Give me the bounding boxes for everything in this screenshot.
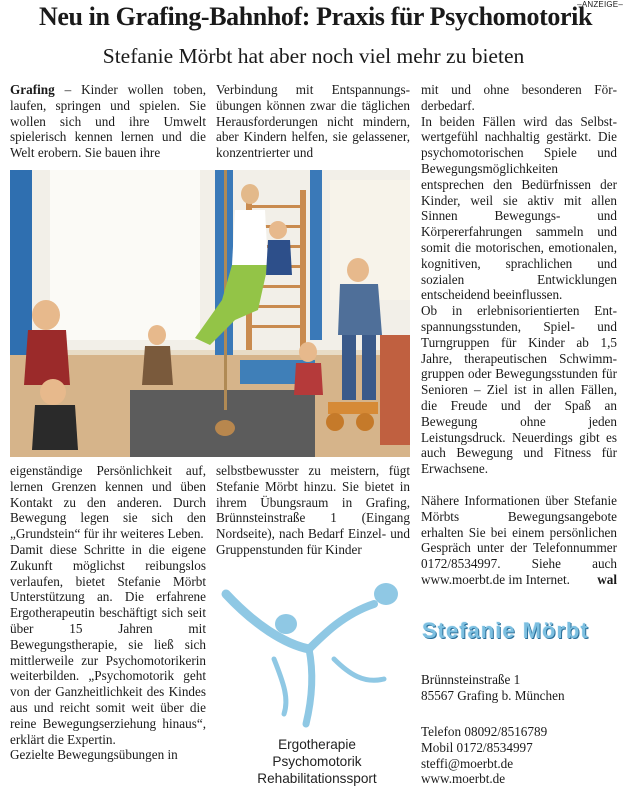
contact-email: steffi@moerbt.de bbox=[421, 755, 514, 771]
subheadline: Stefanie Mörbt hat aber noch viel mehr zu bieten bbox=[102, 44, 525, 68]
contact-website: www.moerbt.de bbox=[421, 771, 506, 787]
address-block bbox=[421, 672, 619, 704]
address-city: 85567 Grafing b. München bbox=[421, 687, 565, 703]
address-street: Brünnsteinstraße 1 bbox=[421, 672, 521, 687]
article-column-1-top bbox=[10, 82, 206, 161]
contact-phone: Telefon 08092/8516789 bbox=[421, 724, 548, 739]
article-text: – Kinder wollen toben, laufen, springen und spielen. Sie wollen sich und ihre Umwelt spielerisch kennen lernen und die Welt erobern. Sie bauen ihre bbox=[10, 82, 206, 161]
practice-logo-icon bbox=[214, 564, 414, 734]
article-paragraph: mit und ohne besonderen Förderbedarf. bbox=[421, 82, 617, 113]
article-column-3-bottom bbox=[421, 493, 617, 588]
therapy-room-photo bbox=[10, 170, 410, 457]
article-column-2-bottom bbox=[216, 463, 410, 558]
headline: Neu in Grafing-Bahnhof: Praxis für Psychomotorik bbox=[38, 2, 593, 31]
article-paragraph: eigenständige Persönlichkeit auf, lernen Grenzen kennen und üben Kontakt zu den anderen. Durch Bewegung legen sie sich den „Grundstein“ für ihr weiteres Leben. bbox=[10, 463, 206, 542]
logo-line-psychomotorik: Psychomotorik bbox=[272, 754, 362, 769]
brand-name: Stefanie Mörbt bbox=[422, 618, 589, 643]
article-text: Nähere Informationen über Stefanie Mörbts Bewegungsangebote erhalten Sie bei einem persönlichen Gespräch unter der Telefonnummer 0172/8534997. Siehe auch www.moerbt.de im Internet. bbox=[421, 493, 617, 587]
article-text: selbstbewusster zu meistern, fügt Stefanie Mörbt hinzu. Sie bietet in ihrem Übungsraum in Grafing, Brünnsteinstraße 1 (Eingang Nordseite), nach Bedarf Einzel- und Gruppenstunden für Kinder bbox=[216, 463, 410, 557]
article-paragraph: Gezielte Bewegungsübungen in bbox=[10, 747, 178, 763]
article-paragraph: Ob in erlebnisorientierten Entspannungsstunden, Spiel- und Turngruppen für Kinder ab 1,5 Jahre, therapeutischen Schwimmgruppen oder Bewegungsstunden für Senioren – Ziel ist in allen Fällen, die Freude und der Spaß an Bewegung ohne jeden Leistungsdruck. Neuerdings gibt es auch Bewegung und Fitness für Erwachsene. bbox=[421, 303, 617, 477]
logo-line-ergotherapie: Ergotherapie bbox=[278, 737, 356, 752]
article-text: Verbindung mit Entspannungsübungen können zwar die täglichen Herausforderungen nicht mindern, aber Kindern helfen, sie gelassener, konzentrierter und bbox=[216, 82, 410, 161]
contact-mobile: Mobil 0172/8534997 bbox=[421, 739, 533, 755]
article-column-2-top bbox=[216, 82, 410, 161]
logo-line-rehabilitationssport: Rehabilitationssport bbox=[257, 771, 377, 786]
article-column-3 bbox=[421, 82, 617, 477]
article-paragraph: Damit diese Schritte in die eigene Zukunft möglichst reibungslos verlaufen, bietet Stefanie Mörbt Unterstützung an. Die erfahrene Ergotherapeutin beschäftigt sich seit über 15 Jahren mit Bewegungstherapie, sie ließ sich mittlerweile zur Psychomotorikerin weiterbilden. „Psychomotorik geht von der Ganzheitlichkeit des Kindes aus und reicht somit weit über die reine Bewegungserziehung hinaus“, erklärt die Expertin. bbox=[10, 541, 206, 747]
article-paragraph: In beiden Fällen wird das Selbstwertgefühl nachhaltig gestärkt. Die psychomotorischen Spiele und Bewegungsmöglichkeiten entsprechen den Bedürfnissen der Kinder, weil sie aktiv mit allen Sinnen Bewegungs- und Körpererfahrungen sammeln und somit die motorischen, emotionalen, kognitiven, sprachlichen und sozialen Entwicklungen entscheidend beeinflussen. bbox=[421, 113, 617, 303]
article-dateline: Grafing bbox=[10, 82, 55, 97]
advertisement-label: –ANZEIGE– bbox=[577, 0, 623, 9]
author-signature: wal bbox=[597, 571, 617, 587]
logo-caption bbox=[212, 736, 422, 787]
contact-block bbox=[421, 724, 619, 787]
article-column-1-bottom bbox=[10, 463, 206, 763]
